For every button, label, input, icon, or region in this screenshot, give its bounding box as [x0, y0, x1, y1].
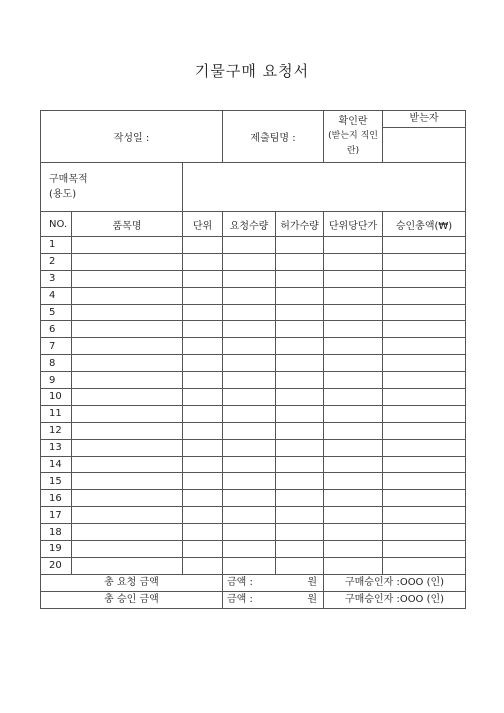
request-qty-cell[interactable]: [223, 490, 276, 507]
col-approved-total: 승인총액(₩): [383, 212, 466, 237]
confirm-box: [324, 111, 383, 163]
item-name-cell[interactable]: [72, 253, 183, 270]
purpose-label-cell: [41, 163, 183, 212]
request-qty-cell[interactable]: [223, 338, 276, 355]
table-row: [41, 422, 466, 439]
row-no: 15: [41, 473, 72, 490]
row-no: 3: [41, 270, 72, 287]
row-no: 19: [41, 541, 72, 558]
row-no: 14: [41, 456, 72, 473]
unit-cell[interactable]: [183, 456, 223, 473]
table-row: [41, 524, 466, 541]
approved-total-cell[interactable]: [383, 338, 466, 355]
purpose-row: [41, 163, 466, 212]
approve-total-label: 총 승인 금액: [41, 591, 223, 608]
item-name-cell[interactable]: [72, 304, 183, 321]
unit-price-cell[interactable]: [324, 304, 383, 321]
table-row: [41, 490, 466, 507]
item-name-cell[interactable]: [72, 422, 183, 439]
approve-amount-cell[interactable]: [223, 591, 324, 608]
table-row: [41, 237, 466, 254]
approved-total-cell[interactable]: [383, 490, 466, 507]
approved-total-cell[interactable]: [383, 456, 466, 473]
row-no: 1: [41, 237, 72, 254]
item-name-cell[interactable]: [72, 338, 183, 355]
approved-qty-cell[interactable]: [276, 456, 324, 473]
unit-cell[interactable]: [183, 321, 223, 338]
col-approved-qty: 허가수량: [276, 212, 324, 237]
unit-price-cell[interactable]: [324, 524, 383, 541]
item-name-cell[interactable]: [72, 456, 183, 473]
request-qty-cell[interactable]: [223, 372, 276, 389]
approved-qty-cell[interactable]: [276, 253, 324, 270]
unit-cell[interactable]: [183, 389, 223, 406]
unit-price-cell[interactable]: [324, 372, 383, 389]
row-no: 2: [41, 253, 72, 270]
request-qty-cell[interactable]: [223, 237, 276, 254]
approved-qty-cell[interactable]: [276, 389, 324, 406]
approved-total-cell[interactable]: [383, 355, 466, 372]
request-qty-cell[interactable]: [223, 439, 276, 456]
unit-price-cell[interactable]: [324, 237, 383, 254]
table-row: [41, 439, 466, 456]
approved-total-cell[interactable]: [383, 422, 466, 439]
table-row: [41, 253, 466, 270]
row-no: 7: [41, 338, 72, 355]
approved-qty-cell[interactable]: [276, 524, 324, 541]
approved-qty-cell[interactable]: [276, 355, 324, 372]
request-qty-cell[interactable]: [223, 253, 276, 270]
approve-approver: 구매승인자 :OOO (인): [324, 591, 466, 608]
table-row: [41, 321, 466, 338]
approved-total-cell[interactable]: [383, 287, 466, 304]
request-total-row: [41, 574, 466, 591]
approve-total-row: [41, 591, 466, 608]
approved-total-cell[interactable]: [383, 507, 466, 524]
row-no: 4: [41, 287, 72, 304]
approved-total-cell[interactable]: [383, 253, 466, 270]
row-no: 9: [41, 372, 72, 389]
approved-qty-cell[interactable]: [276, 439, 324, 456]
header-row: [41, 111, 466, 163]
unit-cell[interactable]: [183, 439, 223, 456]
item-name-cell[interactable]: [72, 372, 183, 389]
unit-cell[interactable]: [183, 507, 223, 524]
approved-qty-cell[interactable]: [276, 372, 324, 389]
table-row: [41, 372, 466, 389]
receiver-stamp-area[interactable]: [383, 128, 465, 162]
request-qty-cell[interactable]: [223, 355, 276, 372]
dept-label: 제출팀명 :: [250, 133, 296, 144]
approved-qty-cell[interactable]: [276, 422, 324, 439]
approved-total-cell[interactable]: [383, 473, 466, 490]
approve-won: 원: [307, 594, 318, 606]
table-row: [41, 270, 466, 287]
unit-price-cell[interactable]: [324, 422, 383, 439]
col-unit: 단위: [183, 212, 223, 237]
request-qty-cell[interactable]: [223, 541, 276, 558]
request-qty-cell[interactable]: [223, 422, 276, 439]
table-row: [41, 355, 466, 372]
unit-price-cell[interactable]: [324, 270, 383, 287]
row-no: 8: [41, 355, 72, 372]
request-qty-cell[interactable]: [223, 389, 276, 406]
unit-price-cell[interactable]: [324, 541, 383, 558]
unit-price-cell[interactable]: [324, 456, 383, 473]
table-row: [41, 389, 466, 406]
item-name-cell[interactable]: [72, 541, 183, 558]
purpose-field[interactable]: [183, 163, 466, 212]
row-no: 17: [41, 507, 72, 524]
form-table: [40, 110, 466, 609]
receiver-box: [383, 111, 466, 163]
unit-price-cell[interactable]: [324, 490, 383, 507]
row-no: 10: [41, 389, 72, 406]
approved-qty-cell[interactable]: [276, 304, 324, 321]
item-name-cell[interactable]: [72, 321, 183, 338]
unit-price-cell[interactable]: [324, 473, 383, 490]
table-row: [41, 338, 466, 355]
approved-qty-cell[interactable]: [276, 270, 324, 287]
unit-cell[interactable]: [183, 304, 223, 321]
table-row: [41, 507, 466, 524]
approved-total-cell[interactable]: [383, 541, 466, 558]
request-qty-cell[interactable]: [223, 270, 276, 287]
unit-cell[interactable]: [183, 355, 223, 372]
request-won: 원: [307, 577, 318, 589]
unit-cell[interactable]: [183, 338, 223, 355]
unit-price-cell[interactable]: [324, 439, 383, 456]
unit-price-cell[interactable]: [324, 557, 383, 574]
item-name-cell[interactable]: [72, 287, 183, 304]
column-header-row: [41, 212, 466, 237]
item-name-cell[interactable]: [72, 507, 183, 524]
table-row: [41, 304, 466, 321]
table-row: [41, 456, 466, 473]
unit-cell[interactable]: [183, 253, 223, 270]
unit-cell[interactable]: [183, 405, 223, 422]
row-no: 5: [41, 304, 72, 321]
item-name-cell[interactable]: [72, 473, 183, 490]
col-request-qty: 요청수량: [223, 212, 276, 237]
unit-price-cell[interactable]: [324, 321, 383, 338]
request-qty-cell[interactable]: [223, 304, 276, 321]
approved-qty-cell[interactable]: [276, 473, 324, 490]
col-unit-price: 단위당단가: [324, 212, 383, 237]
unit-cell[interactable]: [183, 287, 223, 304]
date-label: 작성일 :: [113, 133, 150, 144]
confirm-label: 확인란: [338, 116, 368, 127]
approve-amount-label: 금액 :: [227, 594, 253, 606]
item-name-cell[interactable]: [72, 405, 183, 422]
request-qty-cell[interactable]: [223, 456, 276, 473]
dept-field[interactable]: [223, 111, 324, 163]
approved-total-cell[interactable]: [383, 321, 466, 338]
table-row: [41, 405, 466, 422]
unit-price-cell[interactable]: [324, 338, 383, 355]
approved-total-cell[interactable]: [383, 389, 466, 406]
unit-cell[interactable]: [183, 270, 223, 287]
request-qty-cell[interactable]: [223, 557, 276, 574]
approved-qty-cell[interactable]: [276, 405, 324, 422]
col-no: NO.: [41, 212, 72, 237]
item-name-cell[interactable]: [72, 270, 183, 287]
purpose-sublabel: (용도): [49, 189, 77, 200]
approved-total-cell[interactable]: [383, 304, 466, 321]
request-qty-cell[interactable]: [223, 321, 276, 338]
request-amount-label: 금액 :: [227, 577, 253, 589]
approved-total-cell[interactable]: [383, 237, 466, 254]
table-row: [41, 287, 466, 304]
approved-qty-cell[interactable]: [276, 490, 324, 507]
table-row: [41, 473, 466, 490]
approved-total-cell[interactable]: [383, 405, 466, 422]
unit-price-cell[interactable]: [324, 507, 383, 524]
unit-cell[interactable]: [183, 237, 223, 254]
purpose-label: 구매목적: [49, 174, 88, 185]
request-qty-cell[interactable]: [223, 405, 276, 422]
item-name-cell[interactable]: [72, 439, 183, 456]
unit-price-cell[interactable]: [324, 287, 383, 304]
request-total-label: 총 요청 금액: [41, 574, 223, 591]
approved-qty-cell[interactable]: [276, 541, 324, 558]
table-row: [41, 541, 466, 558]
approved-qty-cell[interactable]: [276, 507, 324, 524]
item-name-cell[interactable]: [72, 524, 183, 541]
unit-price-cell[interactable]: [324, 405, 383, 422]
unit-price-cell[interactable]: [324, 253, 383, 270]
unit-cell[interactable]: [183, 524, 223, 541]
approved-total-cell[interactable]: [383, 439, 466, 456]
row-no: 13: [41, 439, 72, 456]
table-row: [41, 557, 466, 574]
confirm-sublabel: (받는지 직인란): [328, 131, 378, 156]
item-name-cell[interactable]: [72, 389, 183, 406]
approved-qty-cell[interactable]: [276, 557, 324, 574]
item-name-cell[interactable]: [72, 490, 183, 507]
approved-total-cell[interactable]: [383, 270, 466, 287]
request-form: [40, 110, 465, 609]
col-item-name: 품목명: [72, 212, 183, 237]
request-qty-cell[interactable]: [223, 473, 276, 490]
approved-qty-cell[interactable]: [276, 237, 324, 254]
row-no: 16: [41, 490, 72, 507]
unit-cell[interactable]: [183, 422, 223, 439]
date-field[interactable]: [41, 111, 223, 163]
item-name-cell[interactable]: [72, 355, 183, 372]
unit-cell[interactable]: [183, 541, 223, 558]
request-approver: 구매승인자 :OOO (인): [324, 574, 466, 591]
row-no: 12: [41, 422, 72, 439]
approved-total-cell[interactable]: [383, 557, 466, 574]
approved-qty-cell[interactable]: [276, 338, 324, 355]
item-rows: [41, 237, 466, 575]
request-amount-cell[interactable]: [223, 574, 324, 591]
unit-price-cell[interactable]: [324, 355, 383, 372]
row-no: 18: [41, 524, 72, 541]
unit-cell[interactable]: [183, 490, 223, 507]
receiver-label: 받는자: [383, 111, 465, 128]
approved-total-cell[interactable]: [383, 372, 466, 389]
request-qty-cell[interactable]: [223, 287, 276, 304]
page-title: 기물구매 요청서: [194, 62, 310, 80]
unit-price-cell[interactable]: [324, 389, 383, 406]
approved-total-cell[interactable]: [383, 524, 466, 541]
unit-cell[interactable]: [183, 557, 223, 574]
request-qty-cell[interactable]: [223, 524, 276, 541]
request-qty-cell[interactable]: [223, 507, 276, 524]
row-no: 20: [41, 557, 72, 574]
row-no: 6: [41, 321, 72, 338]
unit-cell[interactable]: [183, 372, 223, 389]
unit-cell[interactable]: [183, 473, 223, 490]
approved-qty-cell[interactable]: [276, 321, 324, 338]
row-no: 11: [41, 405, 72, 422]
item-name-cell[interactable]: [72, 557, 183, 574]
item-name-cell[interactable]: [72, 237, 183, 254]
approved-qty-cell[interactable]: [276, 287, 324, 304]
